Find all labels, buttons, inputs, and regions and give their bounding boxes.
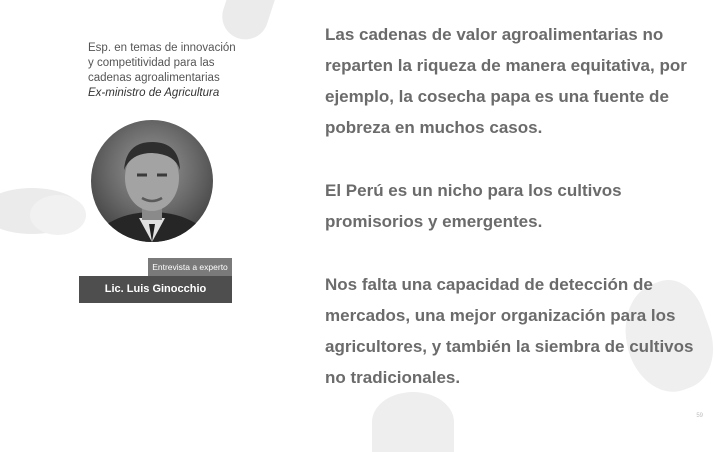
former-role: Ex-ministro de Agricultura <box>88 87 220 99</box>
description-line-3: cadenas agroalimentarias <box>88 72 220 84</box>
portrait-illustration <box>91 120 213 242</box>
quote-1: Las cadenas de valor agroalimentarias no reparten la riqueza de manera equitativa, por ejemplo, la cosecha papa es una fuente de pobreza en muchos casos. <box>325 25 687 137</box>
decorative-shape-top <box>216 0 281 45</box>
expert-description-text <box>88 41 258 101</box>
description-line-1: Esp. en temas de innovación <box>88 42 236 54</box>
decorative-shape-left-inner <box>30 195 86 235</box>
expert-description <box>88 41 258 101</box>
page-number: 59 <box>696 413 703 419</box>
quote-3: Nos falta una capacidad de detección de mercados, una mejor organización para los agricultores, y también la siembra de cultivos no tradicionales. <box>325 275 694 387</box>
quote-2: El Perú es un nicho para los cultivos promisorios y emergentes. <box>325 181 622 231</box>
expert-portrait <box>91 120 213 242</box>
expert-name: Lic. Luis Ginocchio <box>79 276 232 303</box>
quotes-section <box>325 19 695 425</box>
interview-tag: Entrevista a experto <box>148 258 232 276</box>
description-line-2: y competitividad para las <box>88 57 215 69</box>
